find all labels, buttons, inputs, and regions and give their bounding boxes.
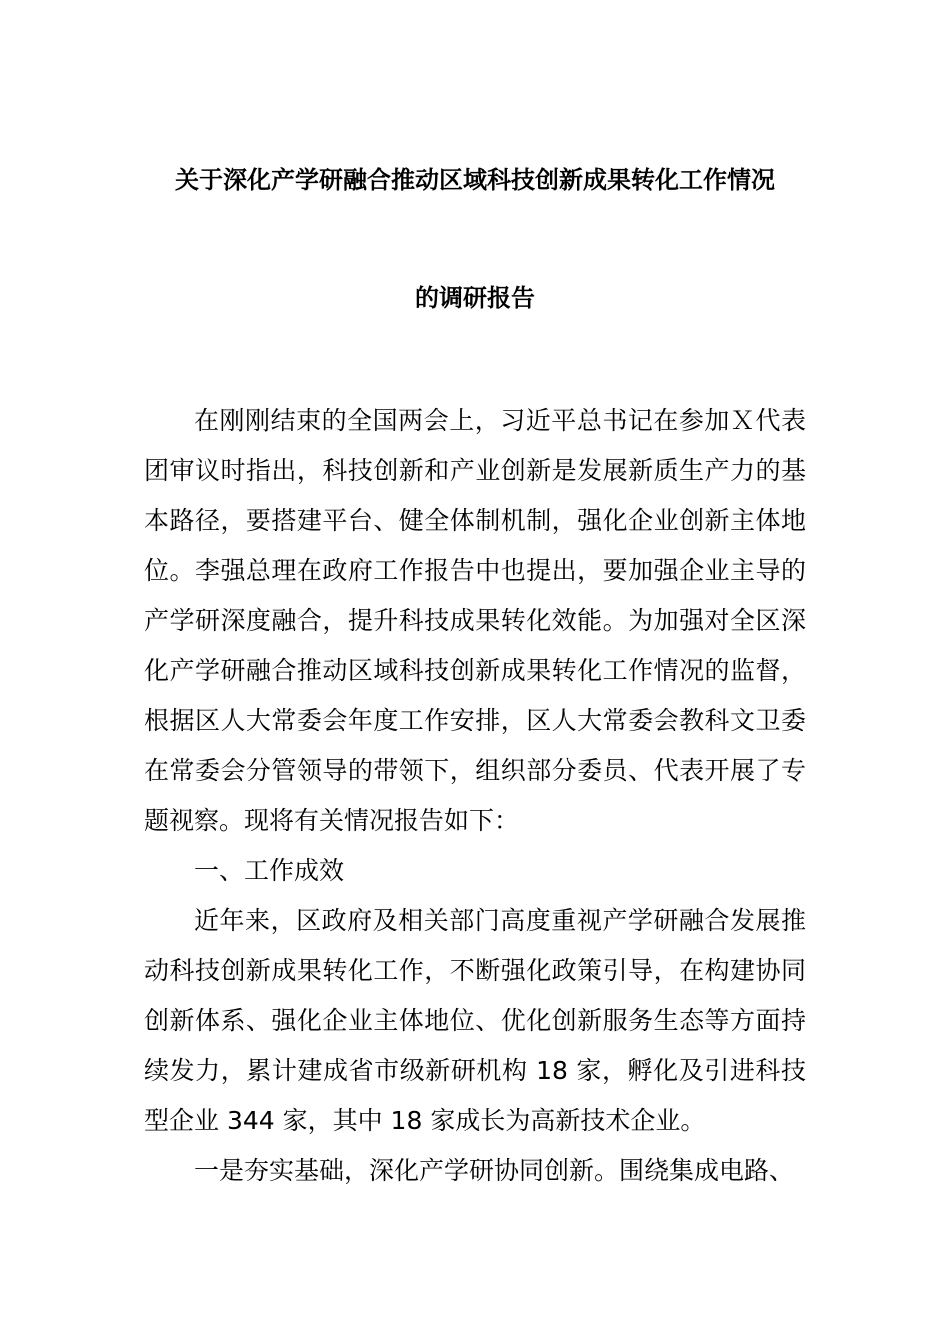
document-title-line-2: 的调研报告: [415, 284, 535, 312]
paragraph-overview: 近年来，区政府及相关部门高度重视产学研融合发展推动科技创新成果转化工作，不断强化政策引导，在构建协同创新体系、强化企业主体地位、优化创新服务生态等方面持续发力，累计建成省市级新研机构 18 家，孵化及引进科技型企业 344 家，其中 18 家成长为高新技术企业。: [144, 906, 806, 1135]
document-body: [144, 396, 806, 1196]
document-title-line-1: 关于深化产学研融合推动区域科技创新成果转化工作情况: [175, 166, 775, 194]
paragraph-first-point: 一是夯实基础，深化产学研协同创新。围绕集成电路、: [194, 1156, 795, 1185]
section-heading-work-results: 一、工作成效: [194, 856, 345, 885]
paragraph-intro: 在刚刚结束的全国两会上，习近平总书记在参加Ｘ代表团审议时指出，科技创新和产业创新是发展新质生产力的基本路径，要搭建平台、健全体制机制，强化企业创新主体地位。李强总理在政府工作报告中也提出，要加强企业主导的产学研深度融合，提升科技成果转化效能。为加强对全区深化产学研融合推动区域科技创新成果转化工作情况的监督，根据区人大常委会年度工作安排，区人大常委会教科文卫委在常委会分管领导的带领下，组织部分委员、代表开展了专题视察。现将有关情况报告如下：: [144, 406, 806, 835]
